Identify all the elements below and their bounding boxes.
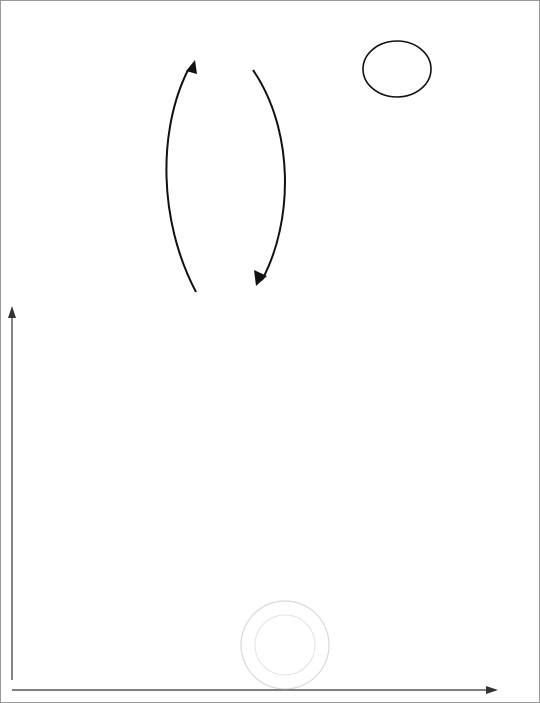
electron-ellipse [363,41,431,97]
rotation-arc-left [166,70,196,292]
faded-emblem [241,601,329,689]
rotation-arc-right [253,70,285,280]
faded-emblem-inner [255,615,315,675]
x-axis-arrow-icon [486,686,498,694]
y-axis-arrow-icon [8,306,16,318]
